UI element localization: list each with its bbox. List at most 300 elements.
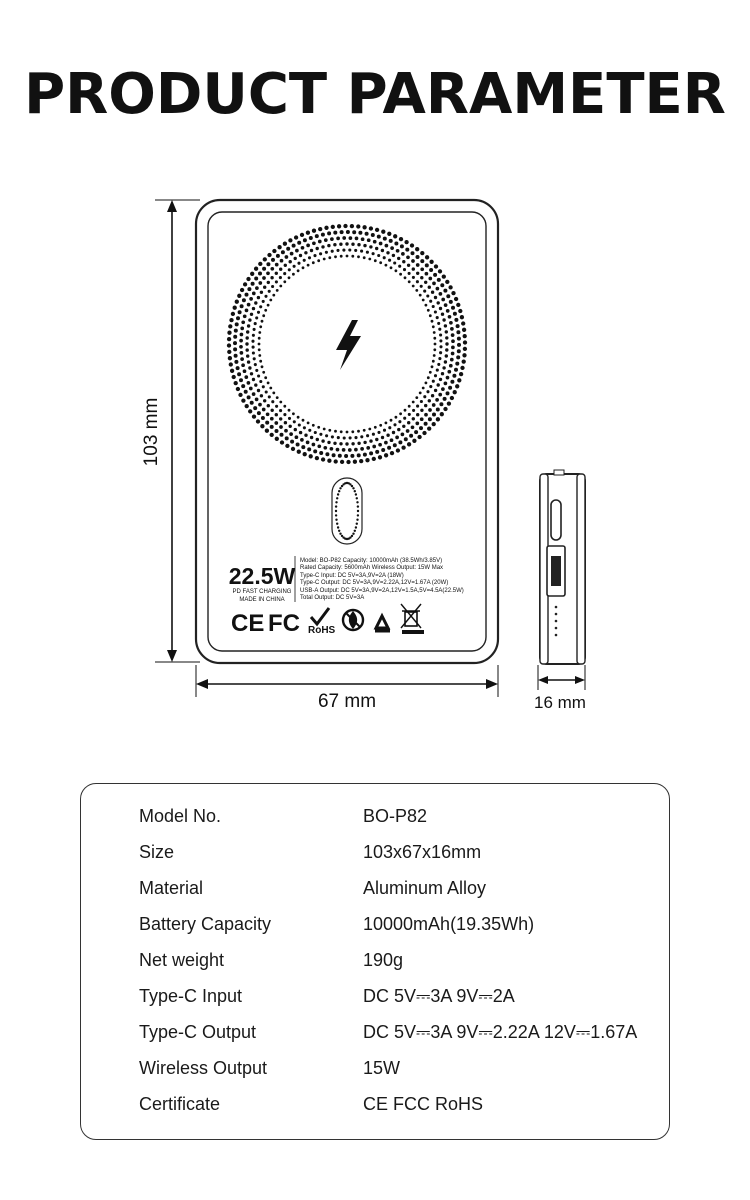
coil-dot [254, 322, 257, 325]
coil-dot [240, 357, 244, 361]
coil-dot [229, 362, 233, 366]
coil-dot [429, 268, 433, 272]
coil-dot [288, 417, 291, 420]
spec-row-wireless [81, 1058, 669, 1094]
coil-dot [435, 398, 439, 402]
coil-dot [297, 269, 300, 272]
coil-dot [303, 426, 306, 429]
coil-dot [446, 294, 450, 298]
coil-dot [407, 442, 411, 446]
coil-dot [255, 286, 259, 290]
indicator-dot [352, 533, 354, 535]
coil-dot [270, 276, 273, 279]
coil-dot [306, 244, 310, 248]
coil-dot [292, 412, 295, 415]
coil-dot [288, 276, 291, 279]
coil-dot [422, 299, 425, 302]
coil-dot [455, 362, 459, 366]
coil-dot [312, 229, 316, 233]
coil-dot [237, 294, 241, 298]
coil-dot [318, 240, 322, 244]
coil-dot [415, 396, 418, 399]
coil-dot [371, 233, 375, 237]
coil-dot [369, 245, 372, 248]
coil-dot [439, 339, 442, 342]
coil-dot [258, 281, 262, 285]
coil-dot [316, 247, 319, 250]
coil-dot [280, 440, 284, 444]
coil-dot [332, 453, 336, 457]
label-line-5: USB-A Output: DC 5V=3A,9V=2A,12V=1.5A,5V=4.5A(22.5W) [300, 588, 464, 594]
coil-dot [312, 261, 315, 264]
coil-dot [270, 433, 274, 437]
coil-dot [250, 401, 254, 405]
coil-dot [403, 268, 406, 271]
coil-dot [375, 228, 379, 232]
coil-dot [455, 384, 459, 388]
coil-dot [463, 340, 467, 344]
coil-dot [344, 454, 348, 458]
coil-dot [227, 350, 231, 354]
coil-dot [428, 277, 432, 281]
coil-dot [227, 343, 231, 347]
coil-dot [428, 399, 431, 402]
coil-dot [272, 294, 275, 297]
coil-dot [247, 287, 251, 291]
coil-dot [352, 230, 356, 234]
coil-dot [247, 395, 251, 399]
coil-dot [319, 433, 322, 436]
height-dimension [141, 200, 200, 662]
coil-dot [240, 351, 244, 355]
coil-dot [379, 424, 382, 427]
coil-dot [252, 334, 255, 337]
coil-dot [442, 366, 445, 369]
coil-dot [254, 301, 257, 304]
coil-dot [412, 417, 415, 420]
coil-dot [386, 251, 389, 254]
coil-dot [388, 259, 391, 262]
indicator-dot [337, 526, 339, 528]
coil-dot [288, 238, 292, 242]
coil-dot [363, 256, 366, 259]
coil-dot [238, 310, 242, 314]
coil-dot [404, 276, 407, 279]
depth-dimension [534, 665, 586, 712]
coil-dot [450, 327, 454, 331]
coil-dot [403, 417, 406, 420]
coil-dot [401, 433, 405, 437]
coil-dot [239, 339, 243, 343]
coil-dot [420, 417, 424, 421]
indicator-dot [356, 523, 358, 525]
coil-dot [398, 420, 401, 423]
coil-dot [378, 443, 382, 447]
coil-dot [397, 257, 400, 260]
coil-dot [340, 255, 343, 258]
indicator-dot [357, 514, 359, 516]
coil-dot [432, 360, 435, 363]
coil-dot [445, 280, 449, 284]
coil-dot [233, 306, 237, 310]
coil-dot [432, 403, 436, 407]
coil-dot [331, 225, 335, 229]
coil-dot [393, 443, 397, 447]
spec-row-certificate [81, 1094, 669, 1130]
coil-dot [390, 438, 394, 442]
coil-dot [432, 305, 435, 308]
coil-dot [339, 442, 342, 445]
spec-key: Material [139, 878, 204, 898]
coil-dot [423, 290, 426, 293]
indicator-dot [355, 526, 357, 528]
coil-dot [253, 328, 256, 331]
coil-dot [293, 265, 296, 268]
coil-dot [432, 325, 435, 328]
spec-value: DC 5V⎓3A 9V⎓2A [363, 986, 515, 1006]
coil-dot [451, 306, 455, 310]
coil-dot [304, 434, 307, 437]
coil-dot [249, 297, 253, 301]
coil-dot [451, 333, 455, 337]
coil-dot [279, 401, 282, 404]
coil-dot [416, 255, 420, 259]
coil-dot [334, 430, 337, 433]
coil-dot [235, 300, 239, 304]
coil-dot [429, 314, 432, 317]
coil-dot [321, 457, 325, 461]
coil-dot [283, 413, 286, 416]
coil-dot [381, 448, 385, 452]
coil-dot [315, 456, 319, 460]
coil-dot [425, 382, 428, 385]
coil-dot [390, 451, 394, 455]
coil-dot [269, 387, 272, 390]
coil-dot [258, 403, 262, 407]
coil-dot [372, 457, 376, 461]
height-label: 103 mm [141, 397, 162, 467]
indicator-dot [355, 493, 357, 495]
coil-dot [351, 255, 354, 258]
coil-dot [369, 226, 373, 230]
coil-dot [397, 428, 400, 431]
indicator-dot [354, 530, 356, 532]
coil-dot [234, 381, 238, 385]
coil-dot [395, 436, 399, 440]
coil-dot [432, 380, 435, 383]
coil-dot [448, 386, 452, 390]
coil-dot [456, 355, 460, 359]
coil-dot [449, 364, 453, 368]
coil-dot [420, 267, 424, 271]
coil-dot [230, 369, 234, 373]
coil-dot [248, 366, 251, 369]
coil-dot [265, 421, 269, 425]
coil-dot [313, 449, 317, 453]
coil-dot [296, 443, 300, 447]
spec-key: Type-C Input [139, 986, 243, 1006]
coil-dot [297, 241, 301, 245]
coil-dot [357, 430, 360, 433]
coil-dot [272, 249, 276, 253]
coil-dot [427, 309, 430, 312]
coil-dot [420, 285, 423, 288]
coil-dot [260, 291, 263, 294]
coil-dot [437, 278, 441, 282]
indicator-dot [356, 501, 358, 503]
coil-dot [346, 431, 349, 434]
coil-dot [346, 255, 349, 258]
coil-dot [372, 433, 375, 436]
coil-dot [350, 454, 354, 458]
coil-dot [429, 300, 432, 303]
indicator-dot [335, 514, 337, 516]
coil-dot [412, 267, 415, 270]
coil-dot [363, 429, 366, 432]
spec-key: Certificate [139, 1094, 221, 1114]
coil-dot [428, 286, 431, 289]
coil-dot [345, 442, 348, 445]
coil-dot [232, 375, 236, 379]
coil-dot [239, 345, 243, 349]
coil-dot [401, 252, 405, 256]
coil-dot [321, 439, 324, 442]
coil-dot [420, 400, 423, 403]
coil-dot [444, 382, 448, 386]
coil-dot [457, 349, 461, 353]
coil-dot [444, 360, 447, 363]
coil-dot [258, 348, 261, 351]
coil-dot [264, 376, 267, 379]
label-line-1: Model: BO-P82 Capacity: 10000mAh (38.5Wh/3.85V) [300, 558, 443, 564]
coil-dot [348, 448, 352, 452]
coil-dot [432, 282, 436, 286]
coil-dot [416, 405, 419, 408]
coil-dot [233, 341, 237, 345]
coil-dot [406, 255, 410, 259]
coil-dot [451, 352, 455, 356]
coil-dot [315, 234, 319, 238]
coil-dot [404, 409, 407, 412]
coil-dot [334, 255, 337, 258]
coil-dot [342, 236, 346, 240]
coil-dot [438, 269, 442, 273]
coil-dot [439, 351, 442, 354]
coil-dot [424, 422, 428, 426]
coil-dot [275, 413, 278, 416]
coil-dot [346, 460, 350, 464]
coil-dot [462, 328, 466, 332]
coil-dot [412, 285, 415, 288]
coil-dot [385, 264, 388, 267]
coil-dot [270, 425, 274, 429]
indicator-dot [341, 535, 343, 537]
coil-dot [258, 354, 261, 357]
coil-dot [452, 374, 456, 378]
coil-dot [253, 357, 256, 360]
coil-dot [243, 369, 247, 373]
coil-dot [354, 448, 358, 452]
coil-dot [357, 442, 360, 445]
coil-dot [288, 409, 291, 412]
coil-dot [337, 436, 340, 439]
coil-dot [262, 300, 265, 303]
coil-dot [411, 251, 415, 255]
coil-dot [373, 240, 377, 244]
coil-dot [451, 346, 455, 350]
coil-dot [368, 428, 371, 431]
coil-dot [377, 431, 380, 434]
coil-dot [310, 436, 313, 439]
spec-key: Size [139, 842, 175, 862]
coil-dot [259, 360, 262, 363]
power-bank-front [196, 200, 498, 663]
coil-dot [365, 232, 369, 236]
coil-dot [436, 287, 440, 291]
coil-dot [270, 267, 274, 271]
coil-dot [442, 274, 446, 278]
coil-dot [447, 401, 451, 405]
coil-dot [303, 452, 307, 456]
coil-dot [385, 244, 389, 248]
coil-dot [251, 340, 254, 343]
coil-dot [405, 248, 409, 252]
coil-dot [444, 303, 448, 307]
coil-dot [293, 420, 296, 423]
indicator-dot [335, 505, 337, 507]
coil-dot [450, 358, 454, 362]
coil-dot [271, 258, 275, 262]
coil-dot [420, 276, 423, 279]
coil-dot [379, 242, 383, 246]
coil-dot [408, 405, 411, 408]
coil-dot [244, 375, 248, 379]
coil-dot [251, 282, 255, 286]
coil-dot [267, 253, 271, 257]
coil-dot [393, 261, 396, 264]
power-bank-side [540, 470, 585, 664]
coil-dot [233, 347, 237, 351]
coil-dot [248, 318, 251, 321]
coil-dot [297, 450, 301, 454]
coil-dot [247, 324, 250, 327]
label-line-4: Type-C Output: DC 5V=3A,9V=2.22A,12V=1.67A (20W) [300, 580, 449, 586]
coil-dot [412, 409, 415, 412]
coil-dot [256, 419, 260, 423]
coil-dot [360, 435, 363, 438]
coil-dot [246, 354, 249, 357]
spec-row-typec-input [81, 986, 669, 1022]
coil-dot [283, 405, 286, 408]
coil-dot [275, 263, 279, 267]
coil-dot [269, 299, 272, 302]
coil-dot [240, 333, 244, 337]
coil-dot [393, 423, 396, 426]
coil-dot [285, 255, 289, 259]
indicator-dot [338, 490, 340, 492]
coil-dot [342, 249, 345, 252]
coil-dot [279, 409, 282, 412]
coil-dot [334, 459, 338, 463]
spec-row-typec-output [81, 1022, 669, 1058]
coil-dot [411, 425, 415, 429]
coil-dot [450, 380, 454, 384]
coil-dot [377, 254, 380, 257]
coil-dot [416, 263, 420, 267]
indicator-dot [337, 493, 339, 495]
coil-dot [275, 272, 278, 275]
coil-dot [357, 243, 360, 246]
coil-dot [233, 335, 237, 339]
coil-dot [429, 371, 432, 374]
coil-dot [383, 256, 386, 259]
coil-dot [265, 429, 269, 433]
coil-dot [323, 446, 327, 450]
indicator-dot [357, 505, 359, 507]
spec-value: Aluminum Alloy [363, 878, 487, 898]
coil-dot [246, 277, 250, 281]
coil-dot [241, 398, 245, 402]
coil-dot [317, 444, 321, 448]
spec-value: 10000mAh(19.35Wh) [363, 914, 535, 934]
coil-dot [414, 430, 418, 434]
coil-dot [417, 435, 421, 439]
coil-dot [404, 437, 408, 441]
indicator-dot [339, 533, 341, 535]
coil-dot [279, 276, 282, 279]
spec-value: 190g [363, 950, 404, 970]
coil-dot [425, 272, 429, 276]
spec-key: Net weight [139, 950, 225, 970]
coil-dot [234, 354, 238, 358]
coil-dot [285, 444, 289, 448]
coil-dot [302, 419, 305, 422]
coil-dot [236, 316, 240, 320]
coil-dot [390, 266, 393, 269]
indicator-dot [351, 485, 353, 487]
coil-dot [309, 454, 313, 458]
coil-dot [333, 442, 336, 445]
coil-dot [433, 348, 436, 351]
coil-dot [438, 357, 441, 360]
coil-dot [368, 258, 371, 261]
coil-dot [330, 237, 334, 241]
coil-dot [297, 416, 300, 419]
coil-dot [439, 378, 442, 381]
coil-dot [260, 394, 263, 397]
coil-dot [338, 454, 342, 458]
coil-dot [450, 396, 454, 400]
coil-dot [381, 230, 385, 234]
coil-dot [398, 265, 401, 268]
coil-dot [426, 390, 429, 393]
coil-dot [250, 313, 253, 316]
coil-dot [248, 409, 252, 413]
coil-dot [336, 237, 340, 241]
coil-dot [312, 424, 315, 427]
coil-dot [284, 429, 288, 433]
coil-dot [252, 392, 256, 396]
coil-dot [324, 238, 328, 242]
coil-dot [307, 422, 310, 425]
coil-dot [263, 257, 267, 261]
coil-dot [408, 280, 411, 283]
coil-dot [437, 363, 440, 366]
coil-dot [434, 389, 437, 392]
coil-dot [431, 394, 434, 397]
coil-dot [325, 251, 328, 254]
coil-dot [441, 387, 445, 391]
